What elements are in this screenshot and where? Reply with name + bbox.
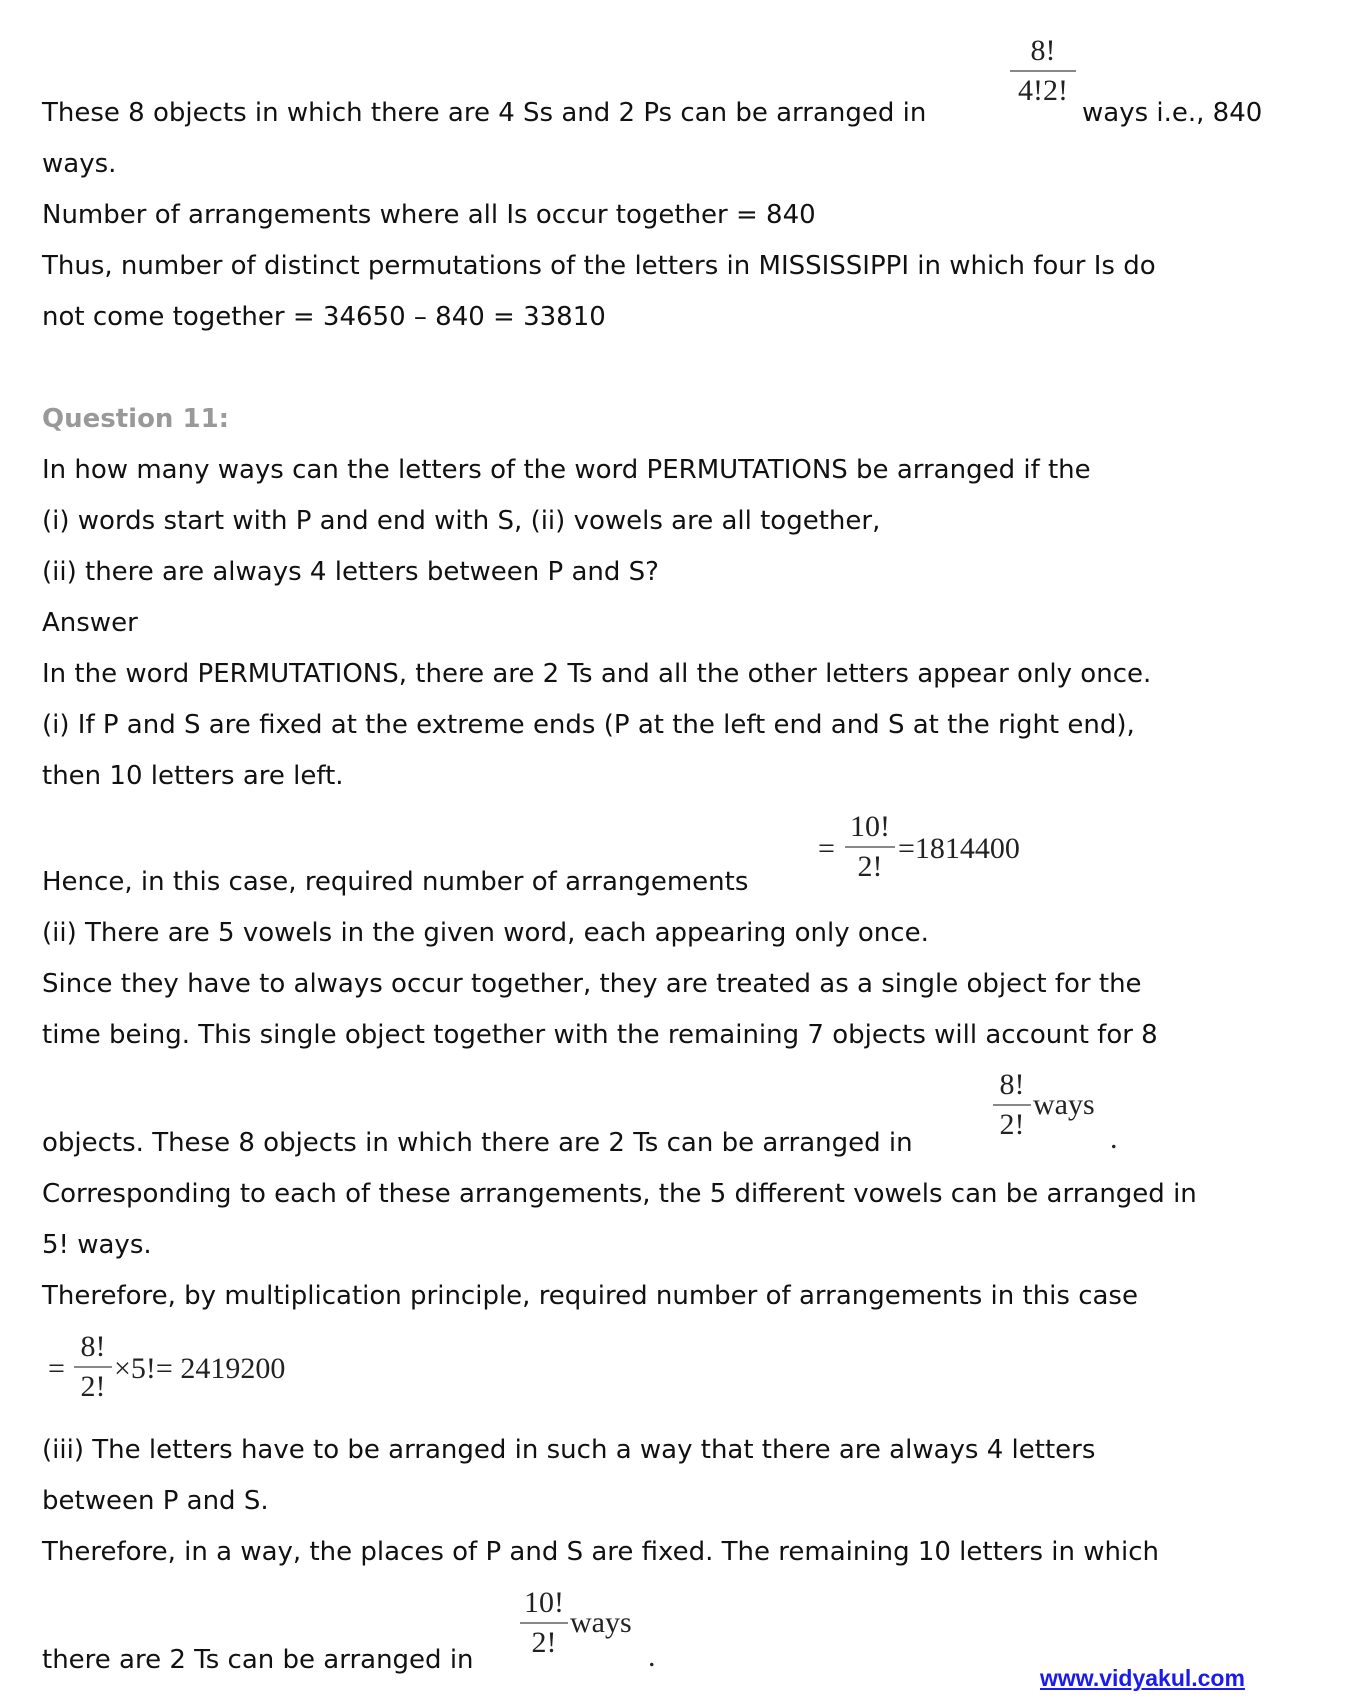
equals-sign: = — [48, 1352, 65, 1385]
answer-text: time being. This single object together with the remaining 7 objects will account for 8 — [42, 1020, 1158, 1050]
numerator: 10! — [850, 810, 890, 843]
text-line: not come together = 34650 – 840 = 33810 — [42, 302, 606, 332]
fraction-bar — [845, 846, 895, 848]
numerator: 8! — [1030, 34, 1056, 67]
fraction-8-over-2 — [74, 1330, 112, 1404]
question-text: In how many ways can the letters of the word PERMUTATIONS be arranged if the — [42, 455, 1091, 485]
answer-text: objects. These 8 objects in which there are 2 Ts can be arranged in — [42, 1128, 913, 1158]
equation-result: =1814400 — [898, 832, 1020, 865]
fraction-bar — [993, 1104, 1031, 1106]
answer-text: In the word PERMUTATIONS, there are 2 Ts and all the other letters appear only once. — [42, 659, 1152, 689]
answer-text: there are 2 Ts can be arranged in — [42, 1645, 474, 1675]
denominator: 2! — [531, 1626, 557, 1659]
question-text: (ii) there are always 4 letters between P and S? — [42, 557, 659, 587]
fraction-8-over-4-2 — [1010, 34, 1076, 108]
text-line: ways i.e., 840 — [1082, 98, 1263, 128]
question-heading: Question 11: — [42, 404, 230, 434]
equation-result: ×5!= 2419200 — [114, 1352, 286, 1385]
answer-text: (ii) There are 5 vowels in the given word, each appearing only once. — [42, 918, 929, 948]
period: . — [648, 1640, 656, 1673]
ways-word: ways — [570, 1606, 632, 1639]
fraction-10-over-2 — [845, 810, 895, 884]
text-line: Number of arrangements where all Is occur together = 840 — [42, 200, 816, 230]
answer-text: Hence, in this case, required number of arrangements — [42, 867, 749, 897]
denominator: 4!2! — [1018, 74, 1068, 107]
answer-text: 5! ways. — [42, 1230, 152, 1260]
fraction-8-over-2 — [993, 1068, 1031, 1142]
text-line: Thus, number of distinct permutations of the letters in MISSISSIPPI in which four Is do — [42, 251, 1156, 281]
answer-text: Corresponding to each of these arrangements, the 5 different vowels can be arranged in — [42, 1179, 1197, 1209]
fraction-10-over-2 — [520, 1586, 568, 1660]
ways-word: ways — [1033, 1088, 1095, 1121]
answer-text: Therefore, in a way, the places of P and S are fixed. The remaining 10 letters in which — [42, 1537, 1159, 1567]
answer-text: Therefore, by multiplication principle, required number of arrangements in this case — [42, 1281, 1138, 1311]
equals-sign: = — [818, 832, 835, 865]
denominator: 2! — [80, 1370, 106, 1403]
text-line: ways. — [42, 149, 117, 179]
denominator: 2! — [857, 850, 883, 883]
fraction-bar — [520, 1622, 568, 1624]
answer-text: (iii) The letters have to be arranged in such a way that there are always 4 letters — [42, 1435, 1096, 1465]
answer-text: (i) If P and S are fixed at the extreme ends (P at the left end and S at the right end), — [42, 710, 1135, 740]
fraction-bar — [1010, 70, 1076, 72]
answer-text: Since they have to always occur together, they are treated as a single object for the — [42, 969, 1142, 999]
answer-label: Answer — [42, 608, 138, 638]
numerator: 8! — [999, 1068, 1025, 1101]
text-line: These 8 objects in which there are 4 Ss and 2 Ps can be arranged in — [42, 98, 927, 128]
denominator: 2! — [999, 1108, 1025, 1141]
numerator: 10! — [524, 1586, 564, 1619]
period: . — [1110, 1122, 1118, 1155]
fraction-bar — [74, 1366, 112, 1368]
website-link[interactable]: www.vidyakul.com — [1040, 1665, 1245, 1691]
answer-text: between P and S. — [42, 1486, 269, 1516]
numerator: 8! — [80, 1330, 106, 1363]
answer-text: then 10 letters are left. — [42, 761, 344, 791]
question-text: (i) words start with P and end with S, (ii) vowels are all together, — [42, 506, 881, 536]
